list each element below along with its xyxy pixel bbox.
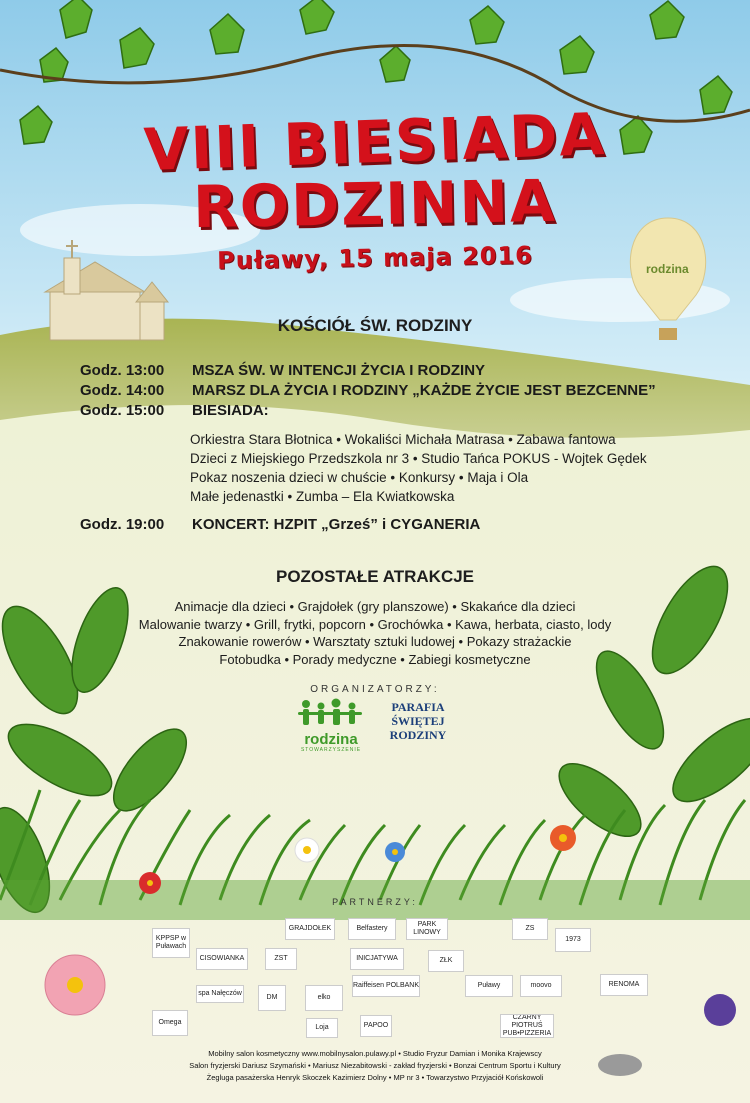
event-title-line1: VIII BIESIADA — [142, 99, 608, 185]
lineup-list — [190, 430, 710, 506]
venue-heading: KOŚCIÓŁ ŚW. RODZINY — [277, 316, 473, 335]
partner-logo: elko — [305, 985, 343, 1011]
schedule-item — [80, 382, 656, 399]
footer-sponsors — [0, 1048, 750, 1084]
schedule-item — [80, 402, 269, 419]
schedule-event: BIESIADA: — [192, 402, 269, 419]
partner-logo: ZS — [512, 918, 548, 940]
partner-logo: DM — [258, 985, 286, 1011]
schedule-event: KONCERT: HZPIT „Grześ” i CYGANERIA — [192, 516, 481, 533]
partner-logo: 1973 — [555, 928, 591, 952]
partner-logo: Belfastery — [348, 918, 396, 940]
lineup-line: Pokaz noszenia dzieci w chuście • Konkursy • Maja i Ola — [190, 470, 529, 485]
schedule-item — [80, 362, 485, 379]
attractions-line: Znakowanie rowerów • Warsztaty sztuki ludowej • Pokazy strażackie — [178, 634, 572, 649]
attractions-heading: POZOSTAŁE ATRAKCJE — [275, 567, 475, 586]
rodzina-logo — [296, 698, 366, 753]
lineup-line: Orkiestra Stara Błotnica • Wokaliści Michała Matrasa • Zabawa fantowa — [190, 432, 616, 447]
family-figures-icon — [296, 698, 366, 728]
partner-logo: RENOMA — [600, 974, 648, 996]
schedule-time: Godz. 15:00 — [80, 402, 165, 419]
partner-logo: INICJATYWA — [350, 948, 404, 970]
lineup-line: Dzieci z Miejskiego Przedszkola nr 3 • Studio Tańca POKUS - Wojtek Gędek — [190, 451, 647, 466]
partner-logo: moovo — [520, 975, 562, 997]
footer-line: Salon fryzjerski Dariusz Szymański • Mariusz Niezabitowski - zakład fryzjerski • Bonzai Centrum Sportu i Kultury — [189, 1061, 561, 1070]
partner-logo: Raiffeisen POLBANK — [352, 975, 420, 997]
partner-logo: PAPOO — [360, 1015, 392, 1037]
partner-logo: CISOWIANKA — [196, 948, 248, 970]
schedule-event: MARSZ DLA ŻYCIA I RODZINY „KAŻDE ŻYCIE JEST BEZCENNE” — [192, 382, 656, 399]
partner-logo: PARK LINOWY — [406, 918, 448, 940]
footer-line: Żegluga pasażerska Henryk Skoczek Kazimierz Dolny • MP nr 3 • Towarzystwo Przyjaciół Końskowoli — [206, 1073, 544, 1082]
rodzina-logo-text: rodzina — [304, 731, 358, 748]
parafia-logo: PARAFIA ŚWIĘTEJ RODZINY — [389, 700, 447, 742]
rodzina-logo-subtext: STOWARZYSZENIE — [300, 747, 362, 753]
schedule-event: MSZA ŚW. W INTENCJI ŻYCIA I RODZINY — [192, 362, 486, 379]
partner-logo: Loja — [306, 1018, 338, 1038]
attractions-line: Fotobudka • Porady medyczne • Zabiegi kosmetyczne — [219, 651, 531, 667]
event-title-line2: RODZINNA — [192, 166, 558, 242]
organizers-heading: ORGANIZATORZY: — [310, 684, 440, 695]
balloon-label: rodzina — [646, 262, 689, 276]
attractions-list — [0, 598, 750, 668]
attractions-line: Malowanie twarzy • Grill, frytki, popcorn • Grochówka • Kawa, herbata, ciasto, lody — [138, 616, 612, 632]
schedule-item — [80, 516, 480, 533]
partner-logo: CZARNY PIOTRUŚ PUB•PIZZERIA — [500, 1014, 554, 1038]
partner-logo: KPPSP w Puławach — [152, 928, 190, 958]
partner-logo: GRAJDOŁEK — [285, 918, 335, 940]
partner-logo: Omega — [152, 1010, 188, 1036]
partners-heading: PARTNERZY: — [332, 897, 418, 907]
event-date-place: Puławy, 15 maja 2016 — [216, 241, 534, 275]
partner-logo: ZŁK — [428, 950, 464, 972]
attractions-line: Animacje dla dzieci • Grajdołek (gry planszowe) • Skakańce dla dzieci — [174, 599, 576, 614]
footer-line: Mobilny salon kosmetyczny www.mobilnysalon.pulawy.pl • Studio Fryzur Damian i Monika Krajewscy — [208, 1049, 542, 1058]
partner-logo: ZST — [265, 948, 297, 970]
schedule-time: Godz. 14:00 — [80, 382, 165, 399]
lineup-line: Małe jedenastki • Zumba – Ela Kwiatkowska — [190, 489, 455, 504]
partner-logo: spa Nałęczów — [196, 985, 244, 1003]
schedule-time: Godz. 13:00 — [80, 362, 165, 379]
partner-logo: Puławy — [465, 975, 513, 997]
schedule-time: Godz. 19:00 — [80, 516, 165, 533]
